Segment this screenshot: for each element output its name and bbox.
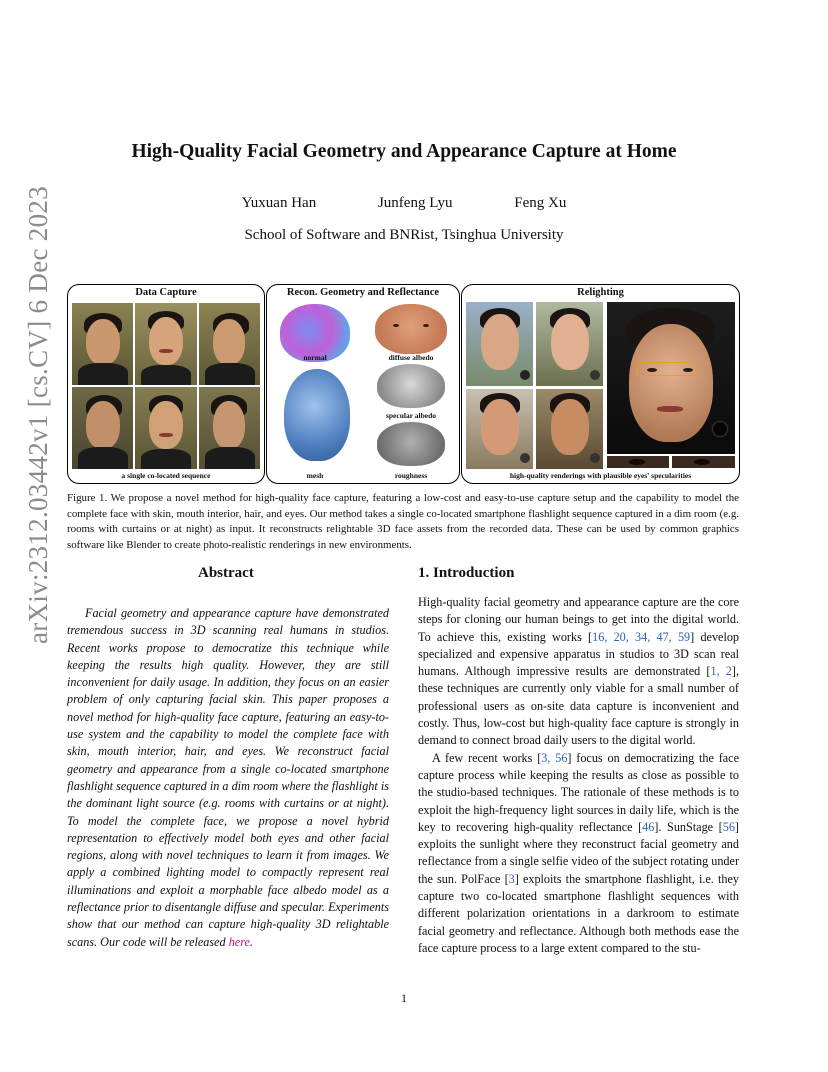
abstract-body [67,605,389,951]
relit-closeup [607,302,735,454]
citation-link[interactable]: 16, 20, 34, 47, 59 [592,629,691,644]
diffuse-albedo-map [367,302,455,357]
specular-albedo-label: specular albedo [385,411,437,420]
relit-render [466,302,533,386]
mesh-label: mesh [306,471,324,480]
paper-title: High-Quality Facial Geometry and Appearance Capture at Home [131,141,677,162]
eye-highlight-box [637,362,695,376]
text-run: ]. SunStage [ [654,819,723,834]
capture-photo [72,303,133,385]
intro-paragraph [418,750,739,958]
figure-caption: Figure 1. We propose a novel method for high-quality face capture, featuring a low-cost and easy-to-use capture setup and the capability to model the complete face with skin, mouth interior, hair, and eyes. Our method takes a single co-located smartphone flashlight sequence captured in a dim room (e.g. rooms with curtains or at night) as input. It reconstructs relightable 3D face assets from the recorded data. These can be used by common graphics software like Blender to create photo-realistic renderings in new environments. [67,492,739,551]
abstract-text: Facial geometry and appearance capture have demonstrated tremendous success in 3D scanning real humans in studios. Recent works propose to democratize this technique while keeping the results high quality. However, they are still inconvenient for daily usage. In addition, they focus on an easier problem of only capturing facial skin. This paper proposes a novel method for high-quality face capture, featuring an easy-to-use system and the capability to model the complete face with skin, mouth interior, hair, and eyes. We reconstruct facial geometry and appearance from a single co-located smartphone flashlight sequence captured in a dim room where the flashlight is the dominant light source (e.g. rooms with curtains or at night). To model the complete face, we propose a novel hybrid representation to effectively model both eyes and other facial regions, along with novel techniques to learn it from images. We apply a combined lighting model to compactly represent real illuminations and exploit a morphable face albedo model as a reflectance prior to disentangle diffuse and specular. Experiments show that our method can capture high-quality 3D relightable scans. Our code will be released [67,606,389,949]
citation-link[interactable]: 1, 2 [710,664,732,679]
citation-link[interactable]: 3 [508,871,515,886]
roughness-label: roughness [394,471,428,480]
page-number: 1 [401,991,407,1005]
capture-photo [199,387,260,469]
citation-link[interactable]: 46 [642,819,655,834]
text-run: High-quality facial geometry and appearance capture are the core steps for cloning our human beings to get into the digital world. To achieve this, existing works [ [418,595,739,644]
capture-photo [135,303,197,385]
panel-caption: high-quality renderings with plausible eyes' specularities [509,471,692,480]
relit-render [536,389,603,469]
text-run: ] focus on democratizing the face capture process while keeping the results as close as possible to the studio-based techniques. The rationale of these methods is to exploit the high-frequency light sources in daily life, which is the key to recovering high-quality reflectance [ [418,750,739,834]
mesh-render [270,365,364,465]
intro-body [418,594,739,957]
author-list [0,195,808,212]
capture-photo [135,387,197,469]
intro-paragraph [418,594,739,750]
text-run: A few recent works [ [432,750,542,765]
panel-title: Data Capture [135,287,197,298]
recon-panel [266,284,460,484]
text-run: ] develop specialized and expensive apparatus in studios to 3D scan real humans. Although impressive results are demonstrated [ [418,629,740,679]
arxiv-watermark: arXiv:2312.03442v1 [cs.CV] 6 Dec 2023 [23,185,53,645]
code-link[interactable]: here [228,934,250,949]
author-name: Junfeng Lyu [377,195,453,211]
capture-photo [72,387,133,469]
author-name: Feng Xu [514,195,567,211]
eye-crop [672,456,735,468]
roughness-map [367,421,455,467]
abstract-heading: Abstract [198,565,254,581]
text-run: ] exploits the smartphone flashlight, i.e. they capture two co-located smartphone flashlight sequences with different polarization orientations in a darkroom to estimate facial geometry and reflectance. Although both methods ease the face capture process to a large extent compared to the stu- [418,871,739,955]
abstract-end: . [249,934,253,949]
relit-render [536,302,603,386]
affiliation: School of Software and BNRist, Tsinghua University [244,227,564,243]
relighting-panel [461,284,740,484]
diffuse-albedo-label: diffuse albedo [388,353,434,362]
text-run: ], these techniques are currently only viable for a small number of professional users as on-site data capture is inconvenient and costly. Thus, low-cost but high-quality face capture is strongly in demand to connect broad daily users to the digital world. [418,664,740,748]
author-name: Yuxuan Han [241,195,317,211]
data-capture-panel [67,284,265,484]
citation-link[interactable]: 56 [722,819,735,834]
eye-crop [607,456,669,468]
panel-title: Relighting [577,287,624,298]
capture-photo [199,303,260,385]
normal-label: normal [303,353,327,362]
panel-caption: a single co-located sequence [121,471,211,480]
citation-link[interactable]: 3, 56 [541,750,568,765]
relit-render [466,389,533,469]
specular-albedo-map [367,363,455,409]
intro-heading: 1. Introduction [418,565,515,581]
panel-title: Recon. Geometry and Reflectance [286,287,440,298]
text-run: ] exploits the sunlight where they reconstruct facial geometry and reflectance from a single selfie video of the subject rotating under the sun. PolFace [ [418,819,739,886]
